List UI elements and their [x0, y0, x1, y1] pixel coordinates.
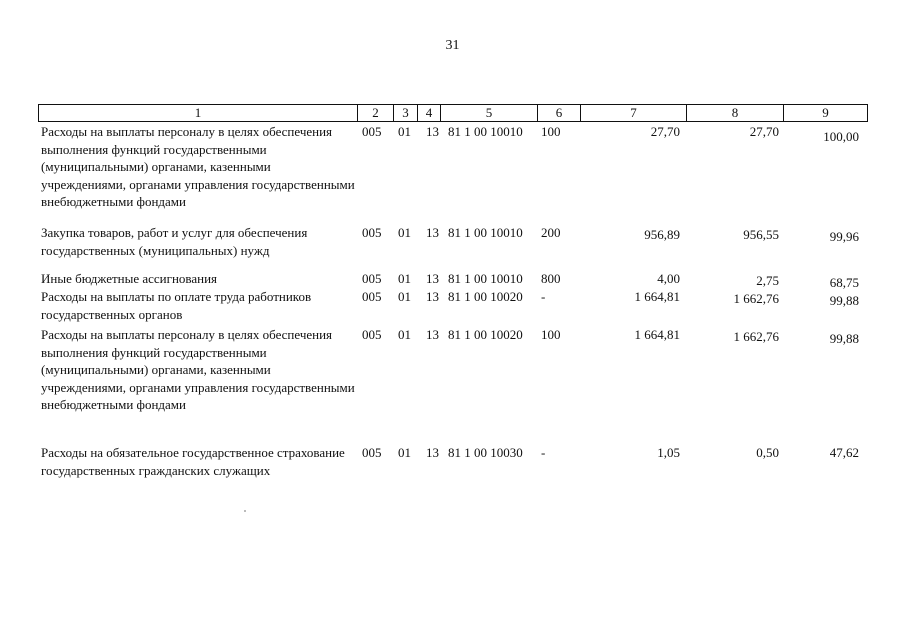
scan-speck	[244, 510, 246, 512]
row-col-8: 1 662,76	[733, 291, 779, 306]
row-col-6: 800	[541, 271, 561, 286]
header-col-1: 1	[194, 105, 202, 120]
row-col-2: 005	[362, 289, 382, 304]
row-description: Расходы на выплаты по оплате труда работников государственных органов	[41, 289, 312, 322]
row-col-4: 13	[426, 124, 439, 139]
row-col-5: 81 1 00 10020	[448, 327, 523, 342]
row-col-6: 200	[541, 225, 561, 240]
row-col-5: 81 1 00 10010	[448, 225, 523, 240]
row-col-7: 1 664,81	[634, 289, 680, 304]
row-col-8: 1 662,76	[733, 329, 779, 344]
row-description: Иные бюджетные ассигнования	[41, 271, 218, 286]
header-col-9: 9	[783, 105, 867, 121]
row-col-9: 99,88	[829, 293, 859, 308]
row-col-3: 01	[398, 445, 411, 460]
row-col-6: -	[541, 445, 546, 460]
row-col-9: 99,96	[829, 229, 859, 244]
row-col-8: 27,70	[749, 124, 779, 139]
row-description: Расходы на обязательное государственное страхование государственных гражданских служащих	[41, 445, 345, 478]
row-col-5: 81 1 00 10020	[448, 289, 523, 304]
header-col-8: 8	[686, 105, 783, 121]
row-col-4: 13	[426, 289, 439, 304]
row-col-9: 100,00	[823, 129, 859, 144]
row-col-9: 99,88	[829, 331, 859, 346]
row-col-3: 01	[398, 327, 411, 342]
header-col-4: 4	[417, 105, 440, 121]
row-col-3: 01	[398, 225, 411, 240]
row-col-2: 005	[362, 225, 382, 240]
row-col-3: 01	[398, 289, 411, 304]
row-description: Расходы на выплаты персоналу в целях обеспечения выполнения функций государственными (муниципальными) органами, казенными учреждениями, органами управления государственными внебюджетными фондами	[41, 124, 355, 210]
row-col-7: 1 664,81	[634, 327, 680, 342]
row-col-4: 13	[426, 445, 439, 460]
row-col-3: 01	[398, 271, 411, 286]
row-col-8: 956,55	[743, 227, 779, 242]
page-number: 31	[445, 38, 460, 53]
row-description: Закупка товаров, работ и услуг для обеспечения государственных (муниципальных) нужд	[41, 225, 308, 258]
row-col-9: 47,62	[829, 445, 859, 460]
row-col-8: 2,75	[756, 273, 779, 288]
row-col-7: 956,89	[644, 227, 680, 242]
table-header-row	[38, 104, 868, 122]
row-col-7: 27,70	[650, 124, 680, 139]
row-col-2: 005	[362, 271, 382, 286]
row-col-5: 81 1 00 10030	[448, 445, 523, 460]
header-col-7: 7	[580, 105, 686, 121]
row-col-7: 1,05	[657, 445, 680, 460]
row-col-3: 01	[398, 124, 411, 139]
row-col-2: 005	[362, 445, 382, 460]
row-col-4: 13	[426, 225, 439, 240]
row-col-2: 005	[362, 124, 382, 139]
header-col-3: 3	[393, 105, 417, 121]
header-col-2: 2	[357, 105, 393, 121]
row-col-5: 81 1 00 10010	[448, 271, 523, 286]
row-col-4: 13	[426, 327, 439, 342]
row-col-8: 0,50	[756, 445, 779, 460]
row-col-4: 13	[426, 271, 439, 286]
row-col-6: 100	[541, 327, 561, 342]
row-col-6: 100	[541, 124, 561, 139]
row-col-2: 005	[362, 327, 382, 342]
row-col-9: 68,75	[829, 275, 859, 290]
row-description: Расходы на выплаты персоналу в целях обеспечения выполнения функций государственными (муниципальными) органами, казенными учреждениями, органами управления государственными внебюджетными фондами	[41, 327, 355, 413]
header-col-6: 6	[537, 105, 580, 121]
row-col-7: 4,00	[657, 271, 680, 286]
row-col-5: 81 1 00 10010	[448, 124, 523, 139]
row-col-6: -	[541, 289, 546, 304]
header-col-5: 5	[440, 105, 537, 121]
